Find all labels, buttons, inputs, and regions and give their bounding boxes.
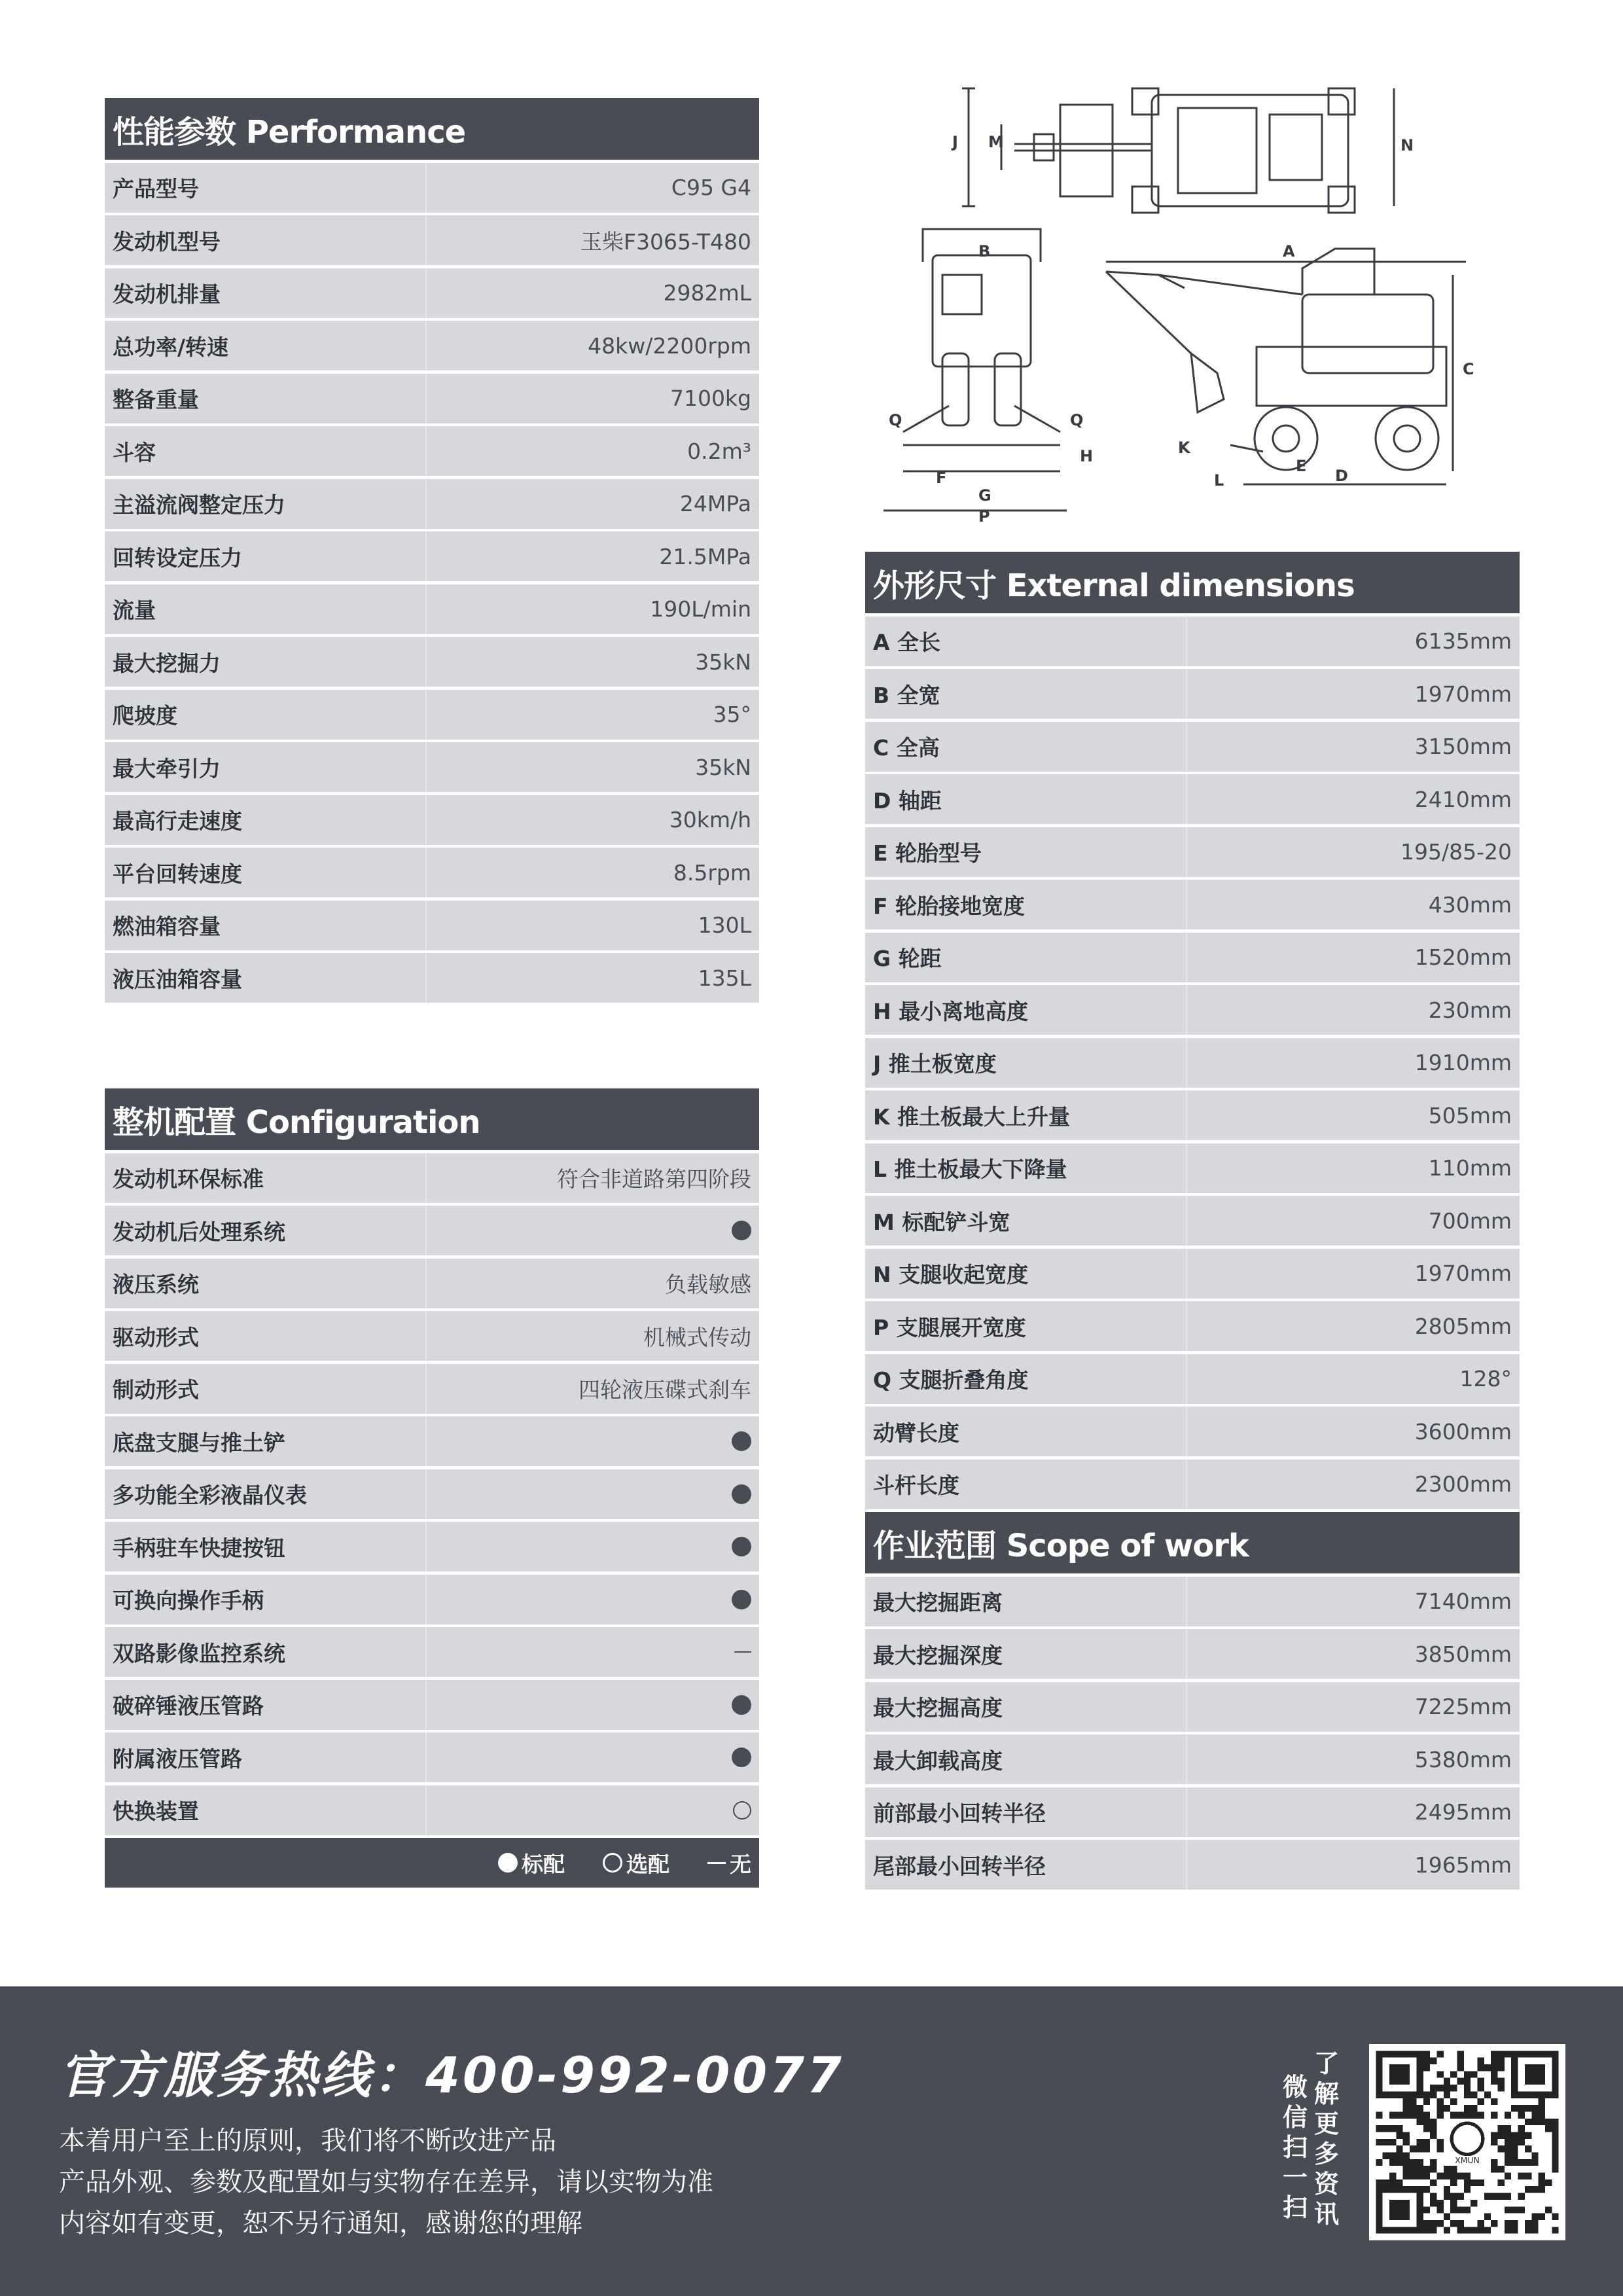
table-row (865, 722, 1520, 772)
row-value: 符合非道路第四阶段 (557, 1166, 751, 1192)
footer (0, 1986, 1623, 2296)
dim-label-c: C (1463, 360, 1474, 378)
row-label: 驱动形式 (113, 1324, 199, 1350)
row-label: H 最小离地高度 (873, 998, 1029, 1024)
scan-text-col1 (1283, 2072, 1308, 2229)
row-value: 2410mm (1414, 786, 1512, 812)
row-label: B 全宽 (873, 682, 940, 708)
side-view-drawing (1106, 249, 1466, 484)
filled-dot-icon (732, 1537, 751, 1556)
row-label: 底盘支腿与推土铲 (113, 1429, 285, 1456)
scan-char: 微 (1283, 2073, 1308, 2102)
row-value: 21.5MPa (659, 543, 751, 569)
table-row (865, 1038, 1520, 1088)
row-label: 平台回转速度 (113, 861, 242, 887)
filled-dot-icon (732, 1221, 751, 1240)
row-value: 35kN (695, 754, 751, 780)
performance-title: 性能参数 Performance (105, 98, 759, 160)
hollow-circle-icon (603, 1853, 622, 1873)
row-label: J 推土板宽度 (873, 1051, 997, 1077)
row-label: P 支腿展开宽度 (873, 1314, 1026, 1340)
dim-label-f: F (936, 469, 947, 487)
footer-notes (59, 2121, 713, 2244)
table-row (865, 933, 1520, 982)
table-row (105, 1680, 759, 1730)
table-row (105, 163, 759, 213)
row-label: 发动机后处理系统 (113, 1219, 285, 1245)
row-value: 35kN (695, 649, 751, 675)
dim-label-l: L (1214, 471, 1224, 490)
table-row (105, 479, 759, 529)
scan-char: 资 (1314, 2170, 1340, 2198)
scan-text-col2 (1314, 2049, 1339, 2229)
dash-icon (707, 1862, 726, 1864)
row-label: 多功能全彩液晶仪表 (113, 1482, 307, 1508)
row-value: 505mm (1428, 1102, 1512, 1128)
table-row (105, 742, 759, 792)
row-label: 最大挖掘距离 (873, 1590, 1003, 1615)
row-label: K 推土板最大上升量 (873, 1103, 1071, 1130)
row-value: 2982mL (663, 280, 751, 306)
table-row (865, 1143, 1520, 1193)
legend-optional: 选配 (603, 1848, 669, 1878)
table-row (865, 1577, 1520, 1626)
row-label: 尾部最小回转半径 (873, 1853, 1046, 1879)
row-value: 700mm (1428, 1208, 1512, 1234)
table-row (105, 374, 759, 423)
hotline-label: 官方服务热线： (59, 2046, 425, 2104)
table-row (105, 848, 759, 897)
row-value: 35° (713, 702, 751, 727)
hotline-number[interactable]: 400-992-0077 (425, 2046, 844, 2104)
row-value: 负载敏感 (665, 1272, 751, 1297)
row-value: 195/85-20 (1400, 839, 1512, 865)
row-value: 8.5rpm (673, 859, 751, 886)
row-value: 430mm (1428, 891, 1512, 918)
dim-label-g: G (978, 486, 991, 505)
table-row (865, 1407, 1520, 1456)
dim-label-n: N (1400, 136, 1414, 154)
row-label: C 全高 (873, 735, 940, 761)
row-value: 2495mm (1414, 1799, 1512, 1825)
table-row (865, 774, 1520, 824)
table-row (865, 1734, 1520, 1784)
dim-label-h: H (1080, 447, 1094, 465)
row-value: 3850mm (1414, 1641, 1512, 1667)
filled-dot-icon (732, 1695, 751, 1715)
table-row (105, 321, 759, 370)
filled-dot-icon (732, 1484, 751, 1504)
dimensions-table (865, 552, 1520, 1890)
row-value: 128° (1459, 1366, 1512, 1391)
table-row (865, 985, 1520, 1035)
dash-icon (734, 1651, 751, 1653)
table-row (105, 637, 759, 687)
row-label: 最大卸载高度 (873, 1748, 1003, 1774)
table-row (105, 1627, 759, 1677)
table-row (105, 531, 759, 581)
scan-char: 扫 (1283, 2193, 1308, 2222)
row-value: 7140mm (1414, 1588, 1512, 1614)
table-row (865, 1787, 1520, 1837)
row-label: 动臂长度 (873, 1420, 959, 1446)
row-value: 2805mm (1414, 1313, 1512, 1339)
row-value: 1910mm (1414, 1050, 1512, 1075)
front-view-drawing (883, 229, 1067, 511)
row-value: 3150mm (1414, 734, 1512, 759)
row-label: 最大挖掘深度 (873, 1642, 1003, 1668)
row-label: L 推土板最大下降量 (873, 1157, 1067, 1182)
scan-char: 一 (1283, 2163, 1308, 2192)
row-label: 爬坡度 (113, 703, 177, 728)
row-label: 最大挖掘力 (113, 650, 221, 676)
row-label: 发动机环保标准 (113, 1166, 264, 1192)
row-label: 回转设定压力 (113, 545, 242, 571)
row-label: 主溢流阀整定压力 (113, 492, 285, 518)
top-view-drawing (962, 88, 1394, 213)
table-row (105, 953, 759, 1003)
row-label: 最大牵引力 (113, 755, 221, 781)
config-legend (105, 1838, 759, 1888)
row-value: 48kw/2200rpm (588, 332, 751, 359)
filled-dot-icon (732, 1590, 751, 1609)
table-row (865, 669, 1520, 719)
row-label: 液压油箱容量 (113, 966, 242, 992)
scan-char: 解 (1314, 2079, 1340, 2108)
table-row (865, 1301, 1520, 1351)
row-value: 1970mm (1414, 681, 1512, 707)
row-value: 190L/min (650, 596, 751, 622)
row-value: 1520mm (1414, 944, 1512, 970)
table-row (105, 584, 759, 634)
dim-label-e: E (1296, 457, 1307, 475)
table-row (105, 690, 759, 740)
note-line: 内容如有变更，恕不另行通知，感谢您的理解 (59, 2208, 582, 2238)
table-row (105, 215, 759, 265)
row-label: 快换装置 (113, 1799, 199, 1824)
filled-dot-icon (732, 1431, 751, 1451)
legend-none: 无 (707, 1848, 751, 1878)
dim-label-j: J (952, 133, 958, 151)
table-row (865, 1354, 1520, 1404)
row-value: 6135mm (1414, 628, 1512, 654)
table-row (865, 1840, 1520, 1890)
row-value: 30km/h (669, 807, 751, 833)
row-label: E 轮胎型号 (873, 840, 982, 866)
scan-char: 多 (1314, 2140, 1340, 2168)
dimensions-title: 外形尺寸 External dimensions (865, 552, 1520, 613)
table-row (865, 617, 1520, 666)
table-row (105, 1416, 759, 1466)
service-hotline (59, 2036, 844, 2107)
dim-label-m: M (988, 133, 1004, 151)
row-label: 最高行走速度 (113, 808, 242, 834)
table-row (105, 1732, 759, 1782)
row-label: M 标配铲斗宽 (873, 1209, 1010, 1235)
row-value: 玉柴F3065-T480 (580, 228, 751, 255)
dim-label-a: A (1283, 242, 1295, 260)
table-row (865, 880, 1520, 929)
table-row (105, 426, 759, 476)
row-value: 5380mm (1414, 1746, 1512, 1772)
row-label: 附属液压管路 (113, 1746, 242, 1772)
qr-logo-text: XMUN (1455, 2155, 1480, 2166)
table-row (105, 268, 759, 318)
row-value: 机械式传动 (643, 1324, 751, 1350)
table-row (105, 1522, 759, 1571)
row-value: 四轮液压碟式刹车 (579, 1377, 751, 1403)
row-value: 1965mm (1414, 1852, 1512, 1878)
row-label: 双路影像监控系统 (113, 1640, 285, 1666)
row-value: 7225mm (1414, 1694, 1512, 1719)
table-row (105, 1785, 759, 1835)
note-line: 产品外观、参数及配置如与实物存在差异，请以实物为准 (59, 2167, 713, 2197)
row-label: 前部最小回转半径 (873, 1801, 1046, 1826)
dim-label-q-right: Q (1070, 411, 1084, 429)
row-label: 制动形式 (113, 1377, 199, 1403)
row-label: 流量 (113, 598, 156, 623)
configuration-table (105, 1088, 759, 1888)
dim-label-d: D (1335, 467, 1348, 485)
table-row (865, 1196, 1520, 1246)
row-label: N 支腿收起宽度 (873, 1262, 1029, 1287)
scan-char: 讯 (1314, 2200, 1340, 2229)
scan-char: 扫 (1283, 2133, 1308, 2162)
row-label: 破碎锤液压管路 (113, 1693, 264, 1719)
row-label: 产品型号 (113, 176, 199, 202)
note-line: 本着用户至上的原则，我们将不断改进产品 (59, 2126, 556, 2156)
row-label: D 轴距 (873, 787, 942, 814)
row-label: 发动机排量 (113, 281, 221, 307)
table-row (105, 1311, 759, 1361)
row-value: 0.2m³ (687, 438, 751, 464)
table-row (105, 1259, 759, 1308)
dim-label-p: P (978, 507, 990, 526)
filled-dot-icon (732, 1748, 751, 1767)
filled-dot-icon (498, 1853, 518, 1873)
dim-label-b: B (978, 242, 991, 260)
hollow-circle-icon (733, 1801, 751, 1820)
table-row (865, 1090, 1520, 1140)
row-label: 斗杆长度 (873, 1473, 959, 1498)
table-row (105, 1575, 759, 1624)
row-label: 可换向操作手柄 (113, 1588, 264, 1613)
row-label: F 轮胎接地宽度 (873, 893, 1026, 919)
table-row (105, 1469, 759, 1519)
excavator-dimension-drawings (877, 79, 1505, 537)
row-value: 130L (698, 912, 751, 938)
scan-char: 了 (1314, 2049, 1340, 2078)
row-label: 液压系统 (113, 1272, 199, 1297)
table-row (105, 795, 759, 845)
table-row (105, 1153, 759, 1203)
table-row (865, 1460, 1520, 1509)
row-value: 2300mm (1414, 1471, 1512, 1497)
scan-char: 更 (1314, 2109, 1340, 2138)
scan-prompt (1283, 2049, 1339, 2229)
row-value: 3600mm (1414, 1418, 1512, 1444)
row-value: 7100kg (669, 386, 751, 411)
row-value: 110mm (1428, 1155, 1512, 1181)
table-row (865, 1249, 1520, 1299)
row-label: 最大挖掘高度 (873, 1695, 1003, 1721)
scan-char: 信 (1283, 2103, 1308, 2132)
dim-label-k: K (1178, 439, 1190, 457)
row-label: G 轮距 (873, 946, 942, 971)
row-label: 手柄驻车快捷按钮 (113, 1535, 285, 1561)
row-label: 斗容 (113, 439, 156, 465)
configuration-title: 整机配置 Configuration (105, 1088, 759, 1150)
row-value: 1970mm (1414, 1261, 1512, 1286)
row-value: 24MPa (679, 491, 751, 516)
row-value: C95 G4 (671, 175, 751, 200)
row-label: 总功率/转速 (113, 334, 229, 360)
row-label: Q 支腿折叠角度 (873, 1367, 1029, 1393)
row-label: 发动机型号 (113, 228, 221, 255)
row-value: 230mm (1428, 997, 1512, 1023)
table-row (865, 1682, 1520, 1732)
table-row (105, 1364, 759, 1414)
work-scope-title: 作业范围 Scope of work (865, 1512, 1520, 1573)
legend-standard: 标配 (498, 1848, 565, 1878)
row-value: 135L (698, 965, 751, 991)
row-label: 燃油箱容量 (113, 914, 221, 939)
performance-table (105, 98, 759, 1003)
dim-label-q-left: Q (889, 411, 902, 429)
table-row (865, 1629, 1520, 1679)
qr-code[interactable] (1369, 2044, 1565, 2240)
table-row (865, 827, 1520, 877)
table-row (105, 1206, 759, 1255)
row-label: 整备重量 (113, 387, 199, 412)
row-label: A 全长 (873, 630, 941, 655)
table-row (105, 901, 759, 950)
